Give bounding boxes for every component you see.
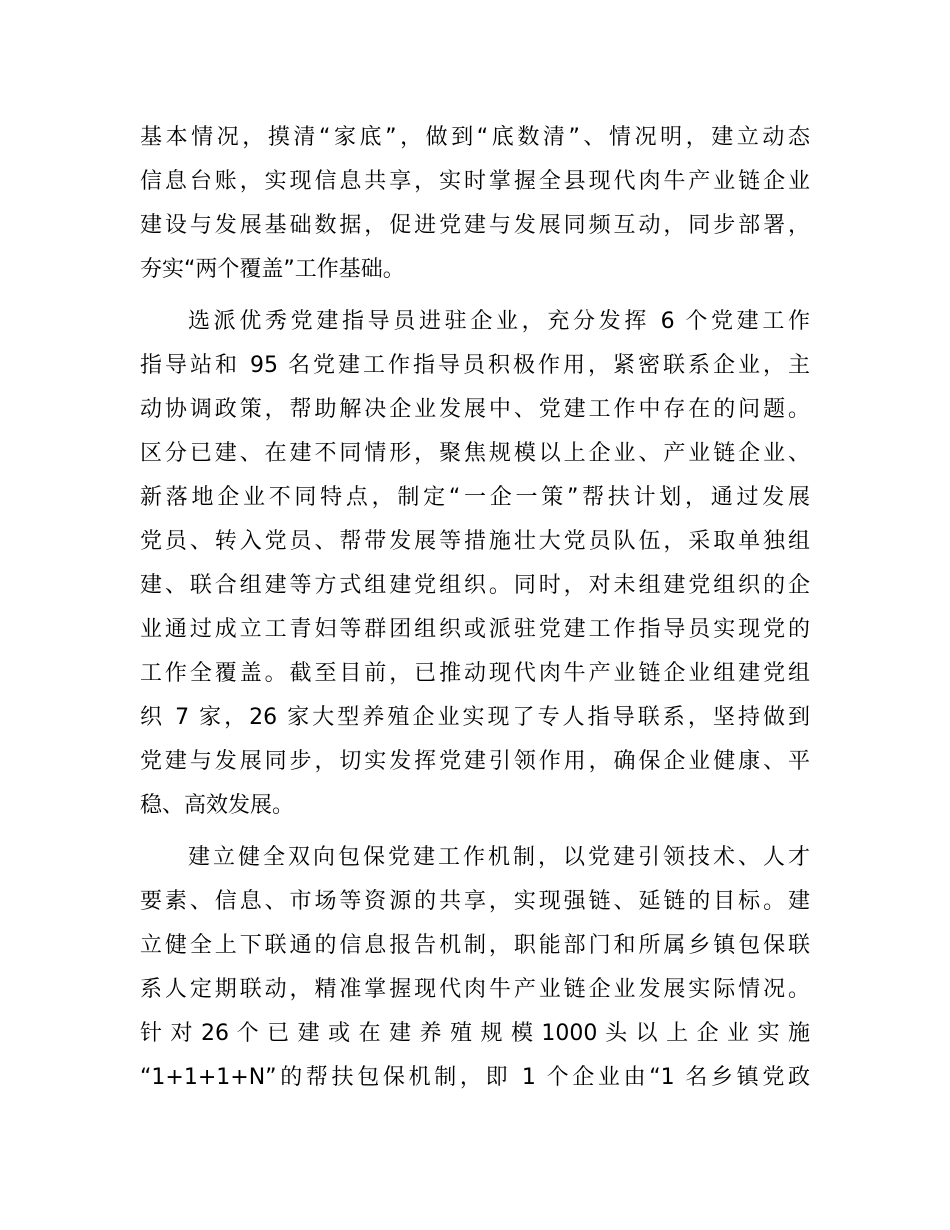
paragraph-3-line-5: 针 对 26 个 已 建 或 在 建 养 殖 规 模 1000 头 以 上 企 业 实 施 bbox=[140, 1021, 810, 1046]
paragraph-2-line-5: 新落地企业不同特点，制定“一企一策”帮扶计划，通过发展 bbox=[140, 485, 810, 510]
paragraph-2-line-4: 区分已建、在建不同情形，聚焦规模以上企业、产业链企业、 bbox=[140, 441, 810, 466]
paragraph-2-line-6: 党员、转入党员、帮带发展等措施壮大党员队伍，采取单独组 bbox=[140, 529, 810, 554]
paragraph-3-line-6: “1+1+1+N”的帮扶包保机制，即 1 个企业由“1 名乡镇党政 bbox=[140, 1065, 810, 1090]
paragraph-2-line-3: 动协调政策，帮助解决企业发展中、党建工作中存在的问题。 bbox=[140, 397, 810, 422]
paragraph-2-line-12: 稳、高效发展。 bbox=[140, 793, 295, 818]
paragraph-2-line-9: 工作全覆盖。截至目前，已推动现代肉牛产业链企业组建党组 bbox=[140, 661, 810, 686]
paragraph-2-line-10: 织 7 家，26 家大型养殖企业实现了专人指导联系，坚持做到 bbox=[140, 705, 810, 730]
paragraph-2-line-2: 指导站和 95 名党建工作指导员积极作用，紧密联系企业，主 bbox=[140, 353, 810, 378]
paragraph-3-line-1: 建立健全双向包保党建工作机制，以党建引领技术、人才 bbox=[188, 845, 810, 870]
paragraph-1-line-1: 基本情况，摸清“家底”，做到“底数清”、情况明，建立动态 bbox=[140, 125, 810, 150]
paragraph-3-line-4: 系人定期联动，精准掌握现代肉牛产业链企业发展实际情况。 bbox=[140, 977, 810, 1002]
paragraph-1-line-3: 建设与发展基础数据，促进党建与发展同频互动，同步部署， bbox=[140, 213, 810, 238]
paragraph-3-line-2: 要素、信息、市场等资源的共享，实现强链、延链的目标。建 bbox=[140, 889, 810, 914]
paragraph-2-line-7: 建、联合组建等方式组建党组织。同时，对未组建党组织的企 bbox=[140, 573, 810, 598]
paragraph-2-line-1: 选派优秀党建指导员进驻企业，充分发挥 6 个党建工作 bbox=[188, 309, 810, 334]
paragraph-3-line-3: 立健全上下联通的信息报告机制，职能部门和所属乡镇包保联 bbox=[140, 933, 810, 958]
paragraph-1-line-2: 信息台账，实现信息共享，实时掌握全县现代肉牛产业链企业 bbox=[140, 169, 810, 194]
paragraph-1-line-4: 夯实“两个覆盖”工作基础。 bbox=[140, 257, 405, 282]
paragraph-2-line-8: 业通过成立工青妇等群团组织或派驻党建工作指导员实现党的 bbox=[140, 617, 810, 642]
paragraph-2-line-11: 党建与发展同步，切实发挥党建引领作用，确保企业健康、平 bbox=[140, 749, 810, 774]
